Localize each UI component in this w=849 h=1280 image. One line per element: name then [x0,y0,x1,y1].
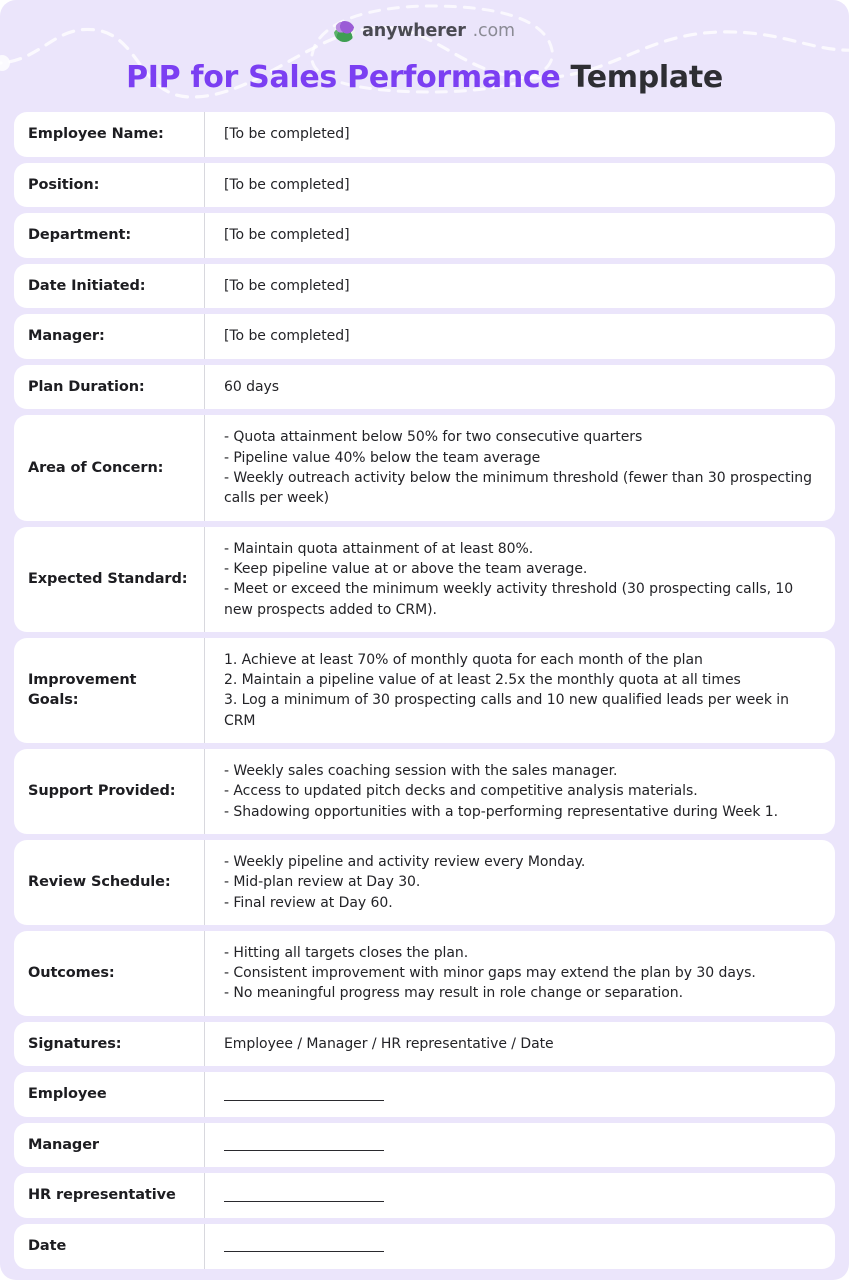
row-value [205,749,835,834]
row-value-line: [To be completed] [224,328,350,345]
table-row [14,1123,835,1168]
row-value-lines [224,175,819,195]
row-value [205,314,835,359]
row-label: Manager [14,1123,205,1168]
row-value-line: 60 days [224,379,279,396]
brand-name: anywherer [362,21,466,41]
row-value [205,415,835,520]
globe-logo-icon [334,21,355,42]
signature-line[interactable] [224,1139,384,1151]
page-title [0,43,849,94]
table-row [14,213,835,258]
row-value [205,1022,835,1067]
row-value-lines [224,276,819,296]
row-label: HR representative [14,1173,205,1218]
row-value-line: - Hitting all targets closes the plan. [224,944,469,961]
table-row [14,1022,835,1067]
row-value [205,264,835,309]
row-value[interactable] [205,1072,835,1117]
row-value-lines [224,427,819,508]
row-value-line: - Mid-plan review at Day 30. [224,874,421,891]
row-value[interactable] [205,1224,835,1269]
row-value-lines [224,377,819,397]
row-label: Improvement Goals: [14,638,205,743]
row-value[interactable] [205,1173,835,1218]
row-value-line: - Consistent improvement with minor gaps may extend the plan by 30 days. [224,965,756,982]
table-row [14,314,835,359]
row-value-line: 2. Maintain a pipeline value of at least 2.5x the monthly quota at all times [224,672,741,689]
table-row [14,931,835,1016]
row-value [205,840,835,925]
row-value [205,931,835,1016]
brand-logo-wordmark [0,0,849,43]
row-value-lines [224,124,819,144]
row-value-line: [To be completed] [224,277,350,294]
row-label: Department: [14,213,205,258]
row-value [205,527,835,632]
page-title-plain: Template [560,60,723,95]
table-row [14,749,835,834]
row-value-line: 3. Log a minimum of 30 prospecting calls and 10 new qualified leads per week in CRM [224,692,789,729]
row-label: Expected Standard: [14,527,205,632]
row-label: Plan Duration: [14,365,205,410]
table-row [14,415,835,520]
page-title-accent: PIP for Sales Performance [126,60,561,95]
row-value-line: - No meaningful progress may result in role change or separation. [224,985,684,1002]
row-value [205,112,835,157]
row-label: Date [14,1224,205,1269]
row-value-line: - Weekly pipeline and activity review every Monday. [224,853,586,870]
row-value-lines [224,1034,819,1054]
table-row [14,1173,835,1218]
row-value [205,213,835,258]
table-row [14,527,835,632]
row-label: Signatures: [14,1022,205,1067]
row-value [205,163,835,208]
row-value-lines [224,650,819,731]
row-value-line: - Weekly sales coaching session with the sales manager. [224,763,618,780]
table-row [14,1072,835,1117]
template-table [0,108,849,1280]
row-value-line: [To be completed] [224,176,350,193]
row-label: Employee Name: [14,112,205,157]
table-row [14,840,835,925]
row-value-line: - Final review at Day 60. [224,894,393,911]
row-value-lines [224,539,819,620]
page-header [0,0,849,108]
signature-line[interactable] [224,1190,384,1202]
row-value-line: [To be completed] [224,126,350,143]
row-value-line: - Maintain quota attainment of at least 80%. [224,540,534,557]
brand-tld: .com [472,21,515,41]
table-row [14,638,835,743]
row-value-line: - Quota attainment below 50% for two consecutive quarters [224,429,643,446]
table-row [14,264,835,309]
row-value-line: - Pipeline value 40% below the team average [224,449,541,466]
row-label: Date Initiated: [14,264,205,309]
row-value-lines [224,943,819,1004]
row-value-lines [224,761,819,822]
row-value-line: - Meet or exceed the minimum weekly activity threshold (30 prospecting calls, 10 new prospects added to CRM). [224,581,794,618]
table-row [14,365,835,410]
row-value[interactable] [205,1123,835,1168]
row-label: Outcomes: [14,931,205,1016]
row-label: Manager: [14,314,205,359]
row-value-line: - Keep pipeline value at or above the team average. [224,560,588,577]
row-label: Position: [14,163,205,208]
row-label: Review Schedule: [14,840,205,925]
row-value-line: 1. Achieve at least 70% of monthly quota for each month of the plan [224,651,703,668]
row-value-line: - Weekly outreach activity below the minimum threshold (fewer than 30 prospecting calls per week) [224,470,812,507]
row-value-line: - Shadowing opportunities with a top-performing representative during Week 1. [224,803,779,820]
row-value-lines [224,852,819,913]
signature-line[interactable] [224,1240,384,1252]
row-value-lines [224,225,819,245]
row-value [205,365,835,410]
table-row [14,1224,835,1269]
table-row [14,163,835,208]
row-value [205,638,835,743]
row-label: Area of Concern: [14,415,205,520]
signature-line[interactable] [224,1089,384,1101]
row-label: Employee [14,1072,205,1117]
table-row [14,112,835,157]
row-value-line: Employee / Manager / HR representative / Date [224,1035,554,1052]
row-value-line: [To be completed] [224,227,350,244]
row-value-line: - Access to updated pitch decks and competitive analysis materials. [224,783,698,800]
row-value-lines [224,326,819,346]
row-label: Support Provided: [14,749,205,834]
